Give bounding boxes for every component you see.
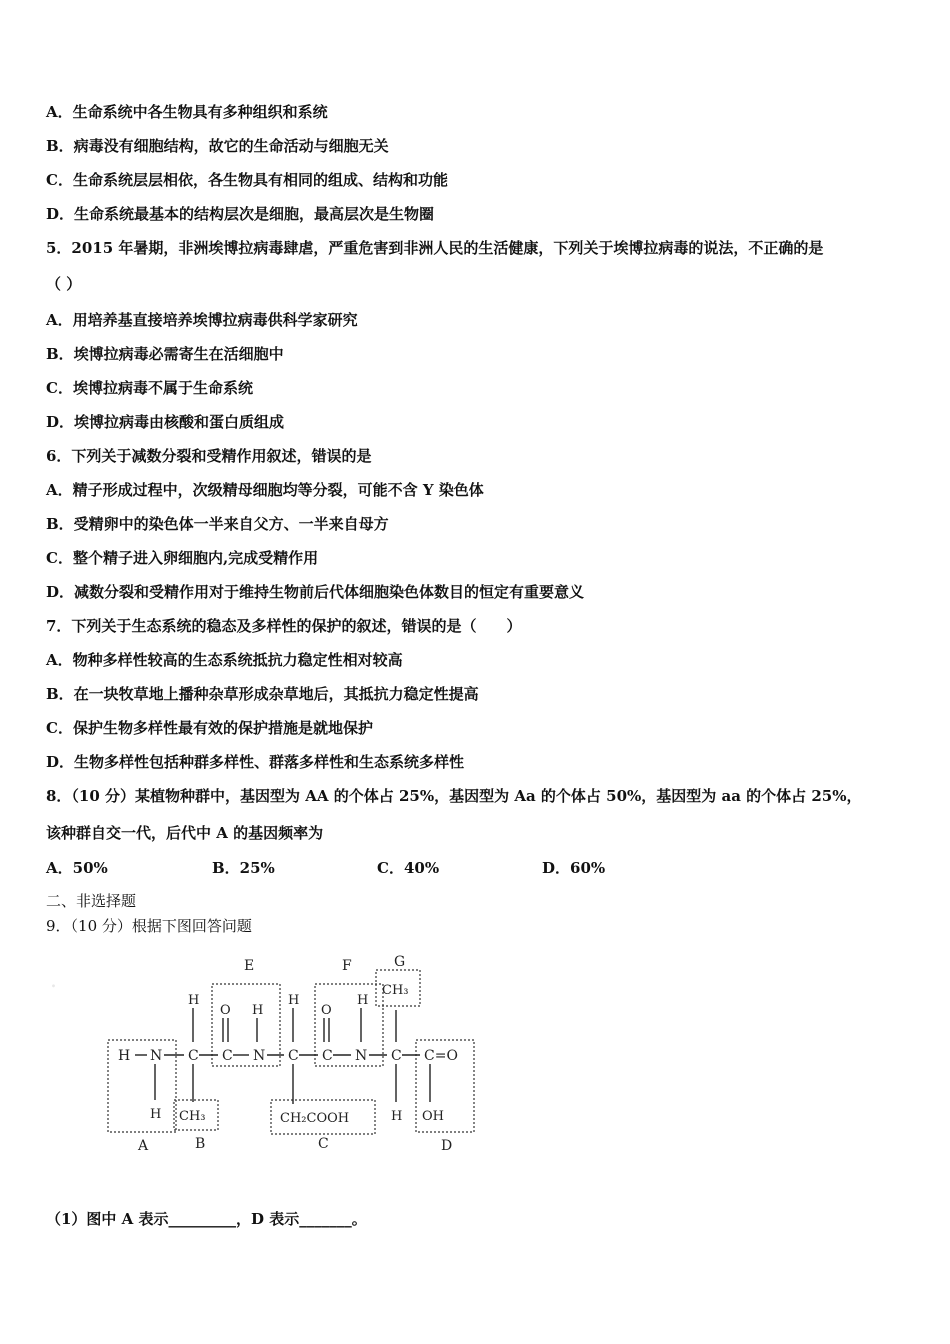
q5-stem-line1: 5．2015 年暑期，非洲埃博拉病毒肆虐，严重危害到非洲人民的生活健康，下列关于埃博拉病毒的说法，不正确的是 <box>46 239 824 257</box>
q8-option-a: A．50% <box>46 859 108 877</box>
q4-option-b: B．病毒没有细胞结构，故它的生命活动与细胞无关 <box>46 137 389 155</box>
atom-h-n1-bottom: H <box>150 1107 162 1122</box>
atom-h-n3: H <box>357 993 369 1008</box>
atom-c2: C <box>222 1048 233 1064</box>
q5-option-a: A．用培养基直接培养埃博拉病毒供科学家研究 <box>46 311 358 329</box>
atom-n1: N <box>150 1048 163 1064</box>
atom-h-terminal: H <box>118 1048 131 1064</box>
atom-h-c5-bottom: H <box>391 1109 403 1124</box>
label-f: F <box>342 958 352 974</box>
q6-option-c: C．整个精子进入卵细胞内,完成受精作用 <box>46 549 319 567</box>
q6-option-a: A．精子形成过程中，次级精母细胞均等分裂，可能不含 Y 染色体 <box>46 481 484 499</box>
q9-sub1: （1）图中 A 表示_________，D 表示_______。 <box>46 1210 367 1228</box>
q4-option-a: A．生命系统中各生物具有多种组织和系统 <box>46 103 328 121</box>
group-ch3-top: CH₃ <box>382 983 409 998</box>
atom-c1: C <box>188 1048 199 1064</box>
q7-option-c: C．保护生物多样性最有效的保护措施是就地保护 <box>46 719 373 737</box>
atom-h-n2: H <box>252 1003 264 1018</box>
q5-option-c: C．埃博拉病毒不属于生命系统 <box>46 379 253 397</box>
q6-option-b: B．受精卵中的染色体一半来自父方、一半来自母方 <box>46 515 389 533</box>
group-ch2cooh: CH₂COOH <box>280 1111 350 1126</box>
atom-h-c1-top: H <box>188 993 200 1008</box>
label-b: B <box>195 1136 206 1152</box>
q5-stem-line2: （ ） <box>46 275 82 293</box>
atom-c4: C <box>322 1048 333 1064</box>
q8-stem-line1: 8．（10 分）某植物种群中，基因型为 AA 的个体占 25%，基因型为 Aa 的个体占 50%，基因型为 aa 的个体占 25%， <box>46 787 862 805</box>
q6-stem: 6．下列关于减数分裂和受精作用叙述，错误的是 <box>46 447 372 465</box>
q7-option-a: A．物种多样性较高的生态系统抵抗力稳定性相对较高 <box>46 651 403 669</box>
scan-watermark-left: . <box>50 968 57 993</box>
q7-option-d: D．生物多样性包括种群多样性、群落多样性和生态系统多样性 <box>46 753 465 771</box>
section-heading: 二、非选择题 <box>46 892 137 910</box>
atom-h-c3-top: H <box>288 993 300 1008</box>
q4-option-d: D．生命系统最基本的结构层次是细胞，最高层次是生物圈 <box>46 205 435 223</box>
q8-options <box>46 857 906 879</box>
atom-o1: O <box>220 1003 231 1018</box>
atom-n3: N <box>355 1048 368 1064</box>
group-oh: OH <box>422 1109 444 1124</box>
atom-carboxyl: C=O <box>424 1048 458 1064</box>
peptide-structure-diagram <box>40 942 560 1182</box>
q8-option-d: D．60% <box>542 859 606 877</box>
label-g: G <box>394 954 406 970</box>
q8-stem-line2: 该种群自交一代，后代中 A 的基因频率为 <box>46 824 324 842</box>
label-e: E <box>244 958 255 974</box>
atom-o2: O <box>321 1003 332 1018</box>
q9-stem: 9．（10 分）根据下图回答问题 <box>46 917 252 935</box>
label-a: A <box>138 1138 149 1154</box>
q5-option-b: B．埃博拉病毒必需寄生在活细胞中 <box>46 345 284 363</box>
atom-c5: C <box>391 1048 402 1064</box>
atom-n2: N <box>253 1048 266 1064</box>
q5-option-d: D．埃博拉病毒由核酸和蛋白质组成 <box>46 413 285 431</box>
atom-c3: C <box>288 1048 299 1064</box>
group-ch3-b: CH₃ <box>179 1109 206 1124</box>
q7-stem: 7．下列关于生态系统的稳态及多样性的保护的叙述，错误的是（ ） <box>46 617 522 635</box>
label-d: D <box>441 1138 453 1154</box>
q7-option-b: B．在一块牧草地上播种杂草形成杂草地后，其抵抗力稳定性提高 <box>46 685 479 703</box>
q8-option-c: C．40% <box>377 859 440 877</box>
q4-option-c: C．生命系统层层相依，各生物具有相同的组成、结构和功能 <box>46 171 448 189</box>
label-c: C <box>318 1136 329 1152</box>
q8-option-b: B．25% <box>212 859 275 877</box>
q6-option-d: D．减数分裂和受精作用对于维持生物前后代体细胞染色体数目的恒定有重要意义 <box>46 583 585 601</box>
